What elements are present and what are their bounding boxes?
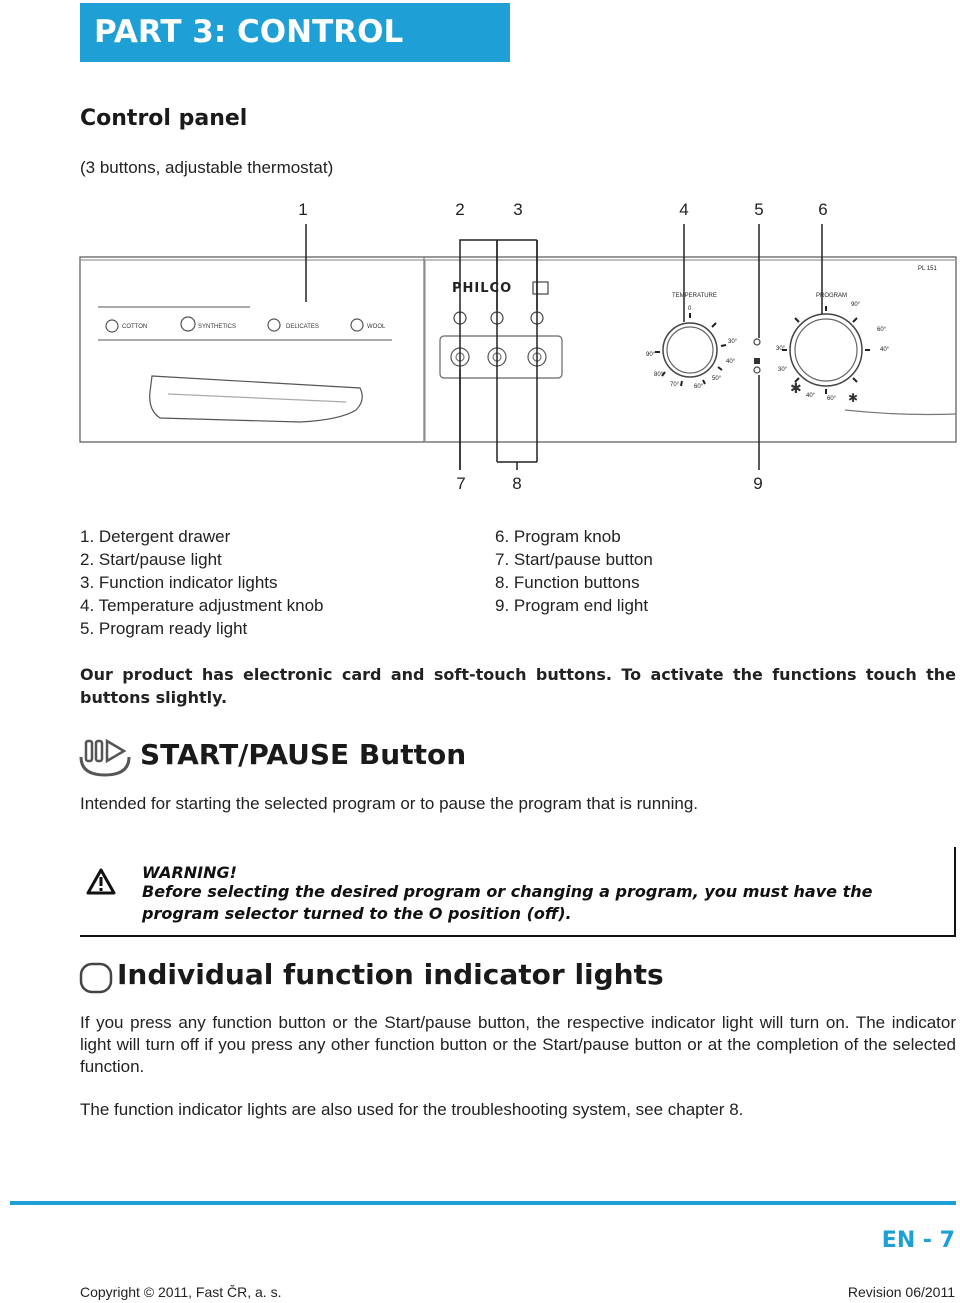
part-title-banner: PART 3: CONTROL PANEL — [80, 3, 510, 62]
parts-list-left — [80, 525, 324, 640]
temperature-zero: 0 — [688, 306, 692, 312]
model-label: PL 151 — [918, 266, 937, 272]
list-item: 8. Function buttons — [495, 573, 640, 592]
warning-text: Before selecting the desired program or changing a program, you must have the program selector turned to the O position (off). — [142, 882, 873, 923]
temp-40: 40° — [726, 359, 736, 365]
temp-30: 30° — [728, 339, 738, 345]
prog-60: 60° — [877, 327, 887, 333]
warning-icon — [86, 868, 116, 895]
callout-3: 3 — [513, 200, 523, 219]
callout-9: 9 — [753, 474, 763, 493]
drawer-label-synthetics: SYNTHETICS — [198, 324, 237, 330]
list-item: 7. Start/pause button — [495, 550, 653, 569]
prog-30b: 30° — [778, 367, 788, 373]
indicator-title: Individual function indicator lights — [117, 958, 664, 991]
prog-40: 40° — [880, 347, 890, 353]
list-item: 5. Program ready light — [80, 619, 248, 638]
indicator-paragraph-2: The function indicator lights are also used for the troubleshooting system, see chapter 8. — [80, 1100, 744, 1119]
list-item: 9. Program end light — [495, 596, 649, 615]
program-label: PROGRAM — [816, 293, 848, 299]
indicator-light-icon — [79, 962, 113, 994]
callout-4: 4 — [679, 200, 689, 219]
temp-70: 70° — [670, 382, 680, 388]
svg-text:✱: ✱ — [790, 381, 802, 397]
warning-title: WARNING! — [142, 863, 237, 882]
callout-8: 8 — [512, 474, 522, 493]
callout-7: 7 — [456, 474, 466, 493]
temp-50: 50° — [712, 376, 722, 382]
temp-80: 80° — [654, 372, 664, 378]
soft-touch-note: Our product has electronic card and soft-touch buttons. To activate the functions touch the buttons slightly. — [80, 665, 956, 707]
section-subtitle: (3 buttons, adjustable thermostat) — [80, 158, 334, 177]
callout-1: 1 — [298, 200, 308, 219]
list-item: 6. Program knob — [495, 527, 621, 546]
list-item: 4. Temperature adjustment knob — [80, 596, 324, 615]
start-pause-icon — [78, 737, 132, 779]
callout-2: 2 — [455, 200, 465, 219]
control-panel-diagram — [0, 0, 960, 500]
prog-60b: 60° — [827, 396, 837, 402]
prog-30a: 30° — [776, 346, 786, 352]
drawer-label-cotton: COTTON — [122, 324, 148, 330]
revision-label: Revision — [847, 1284, 902, 1300]
list-item: 3. Function indicator lights — [80, 573, 278, 592]
callout-5: 5 — [754, 200, 764, 219]
indicator-paragraph-1: If you press any function button or the Start/pause button, the respective indicator light will turn on. The indicator light will turn off if you press any other function button or the Start/pause button or at the completion of the selected function. — [80, 1013, 956, 1076]
footer-divider — [10, 1201, 956, 1205]
drawer-label-delicates: DELICATES — [286, 324, 319, 330]
start-pause-text: Intended for starting the selected program or to pause the program that is running. — [80, 794, 699, 813]
brand-logo: PHILCO — [452, 281, 513, 296]
prog-40b: 40° — [806, 393, 816, 399]
drawer-label-wool: WOOL — [367, 324, 386, 330]
revision-date: 06/2011 — [905, 1284, 955, 1300]
copyright: Copyright © 2011, Fast ČR, a. s. — [80, 1284, 282, 1300]
list-item: 2. Start/pause light — [80, 550, 222, 569]
page-number: EN - 7 — [881, 1228, 955, 1253]
callout-6: 6 — [818, 200, 828, 219]
svg-text:✱: ✱ — [848, 391, 859, 405]
temperature-label: TEMPERATURE — [672, 293, 717, 299]
temp-60: 60° — [694, 384, 704, 390]
prog-90: 90° — [851, 302, 861, 308]
revision — [848, 1284, 955, 1300]
section-title: Control panel — [80, 106, 248, 131]
temp-90: 90° — [646, 352, 656, 358]
start-pause-title: START/PAUSE Button — [140, 738, 467, 771]
list-item: 1. Detergent drawer — [80, 527, 231, 546]
parts-list-right — [495, 525, 653, 617]
